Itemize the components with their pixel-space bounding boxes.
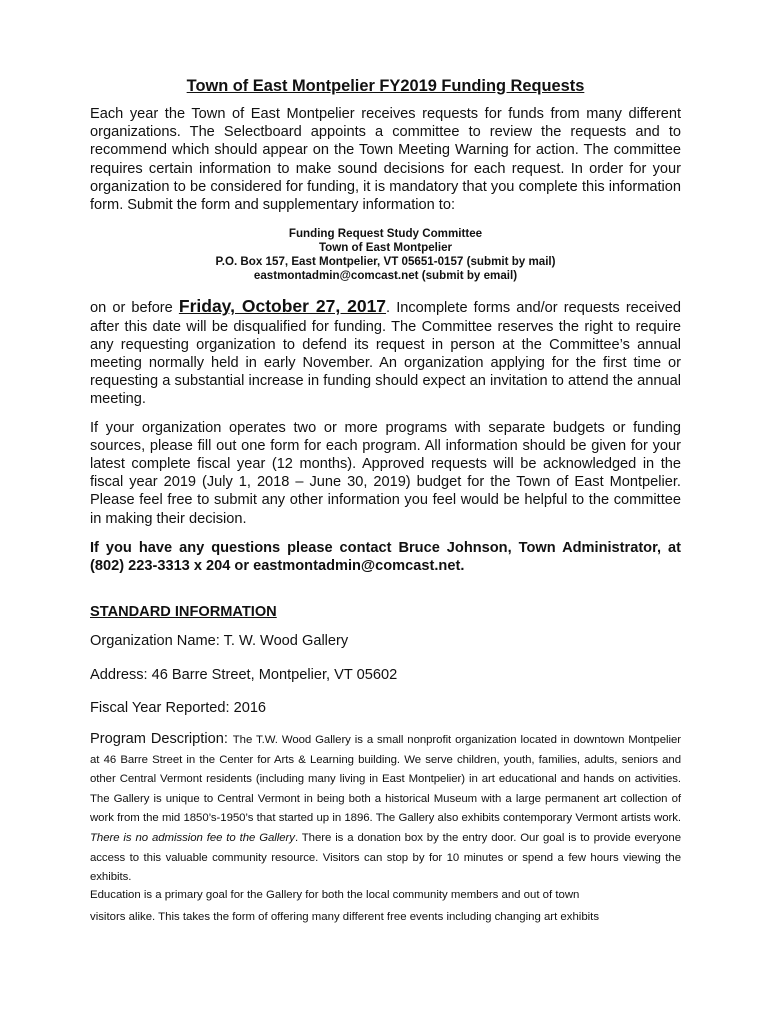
submission-address-block xyxy=(90,227,681,282)
deadline-prefix: on or before xyxy=(90,300,179,317)
questions-paragraph: If you have any questions please contact Bruce Johnson, Town Administrator, at (802) 223-3313 x 204 or eastmontadmin@comcast.net. xyxy=(90,539,681,575)
organization-name-field: Organization Name: T. W. Wood Gallery xyxy=(90,633,349,650)
education-line-1: Education is a primary goal for the Gallery for both the local community members and out of town xyxy=(90,888,580,901)
document-title: Town of East Montpelier FY2019 Funding Requests xyxy=(186,77,585,95)
standard-information-heading: STANDARD INFORMATION xyxy=(90,604,277,621)
education-line-2: visitors alike. This takes the form of offering many different free events including changing art exhibits xyxy=(90,911,600,924)
deadline-rest: . Incomplete forms and/or requests received after this date will be disqualified for funding. The Committee reserves the right to require any requesting organization to defend its request in person at the Committee’s annual meeting normally held in early November. An organization applying for the first time or requesting a substantial increase in funding should expect an invitation to attend the annual meeting. xyxy=(90,300,681,408)
program-description-text-end: . There is a donation box by the entry door. Our goal is to provide everyone access to this valuable community resource. Visitors can stop by for 10 minutes or spend a few hours viewing the exhibits. xyxy=(90,832,681,884)
intro-paragraph: Each year the Town of East Montpelier receives requests for funds from many different organizations. The Selectboard appoints a committee to review the requests and to recommend which should appear on the Town Meeting Warning for action. The committee requires certain information to make sound decisions for each request. In order for your organization to be considered for funding, it is mandatory that you complete this information form. Submit the form and supplementary information to: xyxy=(90,106,681,214)
program-description xyxy=(90,730,681,887)
address-line-town: Town of East Montpelier xyxy=(318,241,453,255)
address-line-committee: Funding Request Study Committee xyxy=(288,227,483,241)
address-field: Address: 46 Barre Street, Montpelier, VT 05602 xyxy=(90,666,398,683)
document-page xyxy=(90,76,681,927)
deadline-paragraph xyxy=(90,297,681,408)
program-description-italic: There is no admission fee to the Gallery xyxy=(90,832,295,845)
program-description-label: Program Description: xyxy=(90,731,233,748)
fiscal-year-field: Fiscal Year Reported: 2016 xyxy=(90,699,267,716)
deadline-date: Friday, October 27, 2017 xyxy=(178,296,387,317)
address-line-po-box: P.O. Box 157, East Montpelier, VT 05651-0157 (submit by mail) xyxy=(215,254,556,268)
address-line-email: eastmontadmin@comcast.net (submit by email) xyxy=(253,268,518,282)
program-description-text: The T.W. Wood Gallery is a small nonprofit organization located in downtown Montpelier at 46 Barre Street in the Center for Arts & Learning building. We serve children, youth, families, adults, seniors and other Central Vermont residents (including many living in East Montpelier) in art educational and hands on activities. The Gallery is unique to Central Vermont in being both a historical Museum with a large permanent art collection of work from the mid 1850’s-1950’s that started up in 1896. The Gallery also exhibits contemporary Vermont artists work. xyxy=(90,734,681,825)
programs-paragraph: If your organization operates two or more programs with separate budgets or funding sources, please fill out one form for each program. All information should be given for your latest complete fiscal year (12 months). Approved requests will be acknowledged in the fiscal year 2019 (July 1, 2018 – June 30, 2019) budget for the Town of East Montpelier. Please feel free to submit any other information you feel would be helpful to the committee in making their decision. xyxy=(90,419,681,527)
